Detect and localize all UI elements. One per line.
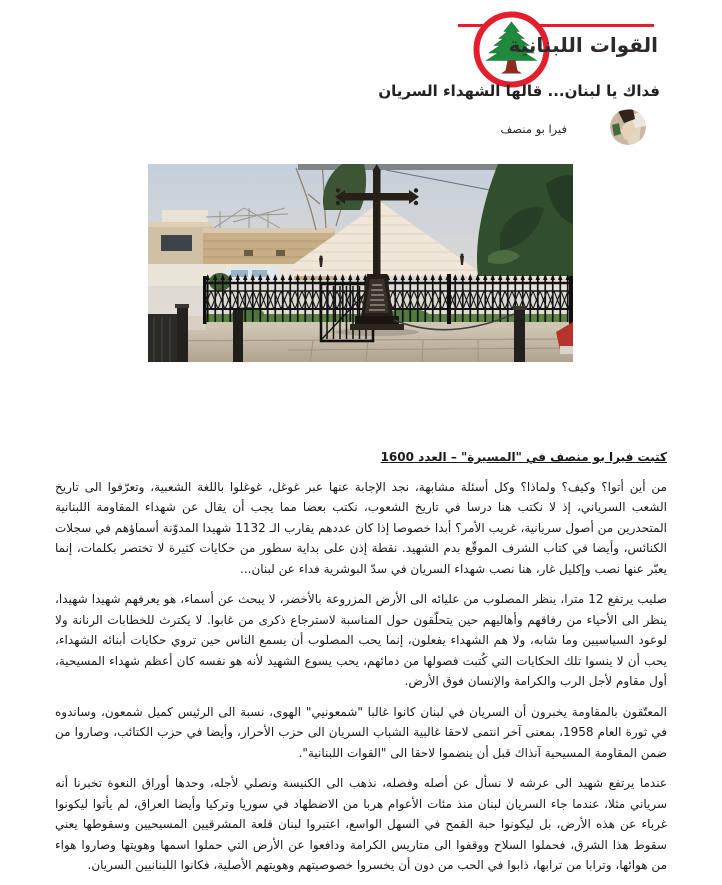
article-body: [55, 447, 667, 885]
article-paragraph: صليب يرتفع 12 مترا، ينظر المصلوب من عليائه الى الأرض المزروعة بالأخضر، لا يبحث عن أسماء، هو يعرفهم شهيدا شهيدا، ينظر الى الأحياء من رفاقهم وأهاليهم حين يتحلّقون حول المناسبة لاسترجاع ذكرى من غابوا. لا يكترث للخطابات الرنانة ولا لوعود السياسيين وما شابه، ولا هم الشهداء يفعلون، إنما يحب المصلوب أن يسمع الناس حين تروي حكايات أبنائه الشهداء، يحب أن لا ينسوا تلك الحكايات التي كُتبت فصولها من دمائهم، يحب يسوع الشهيد لأنه هو نفسه كان أعظم شهداء المسيحية، أول مقاوم لأجل الرب والكرامة والإنسان فوق الأرض.: [55, 592, 668, 688]
author-name: فيرا بو منصف: [500, 122, 567, 136]
article-paragraph: من أين أتوا؟ وكيف؟ ولماذا؟ وكل أسئلة مشابهة، نجد الإجابة عنها عبر غوغل، غوغلوا باللغة الشعبية، وتعرّفوا الى تاريخ الشعب السرياني، إذ لا نكتب هنا درسا في تاريخ الشعوب، نكتب بعضا مما يجب أن يقال عن شهداء المقاومة اللبنانية المتحدرين من أصول سريانية، غريب الأمر؟ أبدا خصوصا إذا كان عددهم يقارب الـ 1132 شهيدا المدوّنة أسماؤهم في سجلات الكنائس، وأيضا في كتاب الشرف الموقّع بدم الشهيد. نقطة إذن على بداية سطور من حكايات كثيرة لا تختصر بكلمات، إنما يعبّر عنها نصب وإكليل غار، هنا نصب شهداء السريان في سدّ البوشرية فداء عن لبنان...: [55, 479, 667, 576]
monument-photo: [148, 164, 573, 362]
article-paragraph: المعتّقون بالمقاومة يخبرون أن السريان في لبنان كانوا غالبا "شمعونيي" الهوى، نسبة الى الرئيس كميل شمعون، وساندوه في ثورة العام 1958، بمعنى آخر انتمى لاحقا غالبية الشباب السريان الى حزب الأحرار، وأيضا في حزب الكتائب، وصاروا من ضمن المقاومة المسيحية آنذاك قبل أن ينضموا لاحقا الى "القوات اللبنانية".: [55, 704, 667, 760]
author-avatar: [610, 109, 646, 145]
article-title: فداك يا لبنان... قالها الشهداء السريان: [378, 82, 660, 100]
article-byline: كتبت فيرا بو منصف في "المسيرة" – العدد 1600: [380, 450, 667, 464]
brand-name: القوات اللبنانية: [508, 33, 658, 57]
article-paragraph: عندما يرتفع شهيد الى عرشه لا نسأل عن أصله وفصله، نذهب الى الكنيسة ونصلي لأجله، وحدها أوراق النعوة تخبرنا أنه سرياني مثلا، عندما جاء السريان لبنان منذ مئات الأعوام هربا من الاضطهاد في سوريا وتركيا وأيضا العراق، لم يأتوا ليكونوا غرباء عن هذه الأرض، بل ليكونوا حبة القمح في السهل الواسع، اعتبروا لبنان قلعة المشرقيين المسيحيين وسقوطها يعني سقوط هذا الشرق، فحملوا السلاح ووقفوا الى متاريس الكرامة ودافعوا عن الأرض التي حملوا اسمها وهويتها وصاروا هواء من هوائها، وترابا من ترابها، ذابوا في الحب من دون أن يخسروا خصوصيتهم وهويتهم الأصلية، فكانوا اللبنانيين السريان.: [55, 776, 667, 872]
